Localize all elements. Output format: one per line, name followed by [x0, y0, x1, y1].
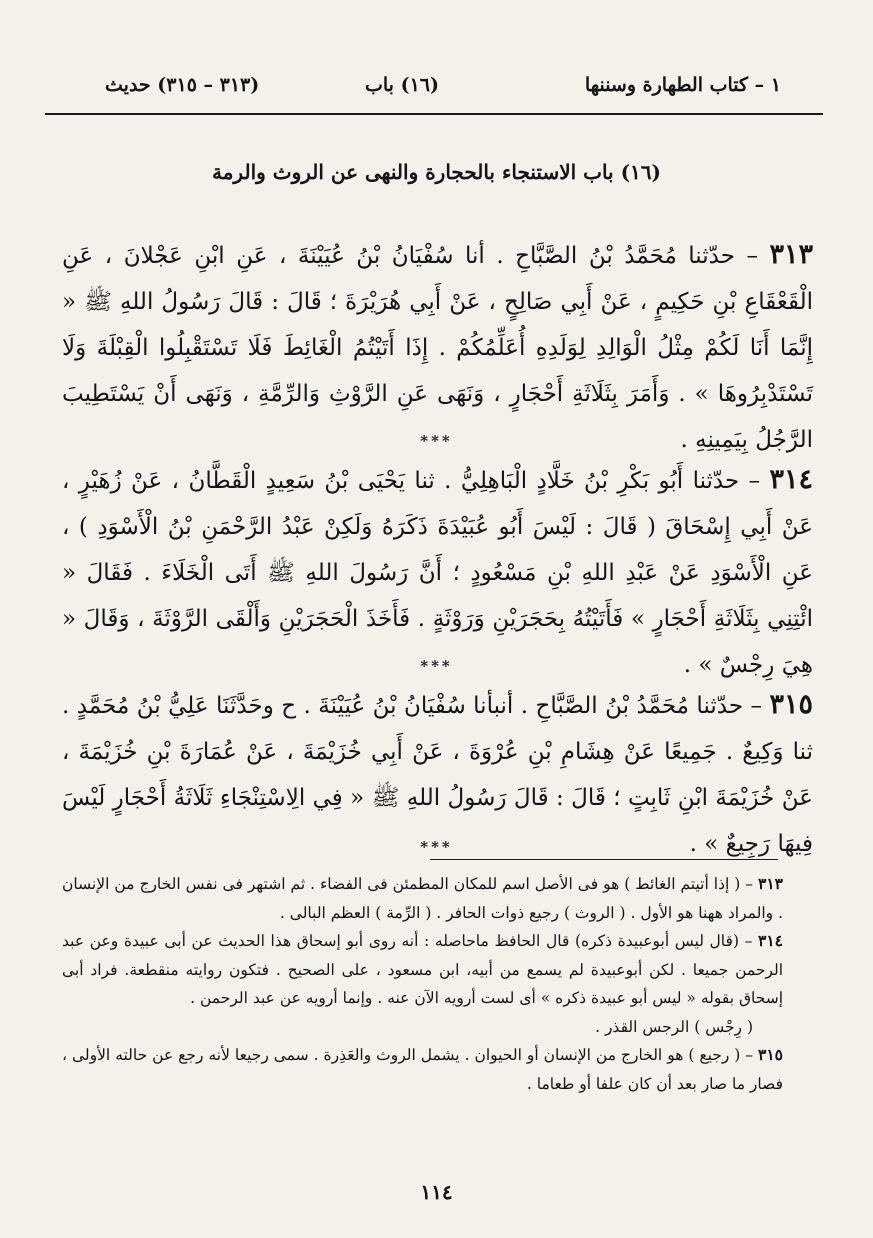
- footnote-text: ( رِجْس ) الرجس القذر .: [595, 1017, 753, 1036]
- footnote-number: ٣١٤: [758, 931, 783, 950]
- page-number: ١١٤: [420, 1180, 453, 1204]
- hadith-314: [62, 457, 813, 688]
- header-book-title: ١ – كتاب الطهارة وسننها: [584, 74, 781, 96]
- hadith-text: – حدّثنا مُحَمَّدُ بْنُ الصَّبَّاحِ . أنبأنا سُفْيَانُ بْنُ عُيَيْنَةَ . ح وحَدَّثَنَا عَلِيُّ بْنُ مُحَمَّدٍ . ثنا وَكِيعٌ . جَمِيعًا عَنْ هِشَامِ بْنِ عُرْوَةَ ، عَنْ أَبِي خُزَيْمَةَ ، عَنْ عُمَارَةَ بْنِ خُزَيْمَةَ ، عَنْ خُزَيْمَةَ ابْنِ ثَابِتٍ ؛ قَالَ : قَالَ رَسُولُ اللهِ ﷺ « فِي الِاسْتِنْجَاءِ ثَلَاثَةُ أَحْجَارٍ لَيْسَ فِيهَا رَجِيعٌ » .: [62, 693, 813, 857]
- header-hadith-range: (٣١٣ – ٣١٥) حديث: [105, 74, 260, 96]
- footnotes: [62, 870, 783, 1098]
- footnote-314: [62, 927, 783, 1013]
- footnote-313: [62, 870, 783, 927]
- hadith-number: ٣١٥: [769, 689, 813, 720]
- footnote-315: [62, 1041, 783, 1098]
- footnote-number: ٣١٥: [758, 1045, 783, 1064]
- footnote-text: – ( رجيع ) هو الخارج من الإنسان أو الحيوان . يشمل الروث والعَذِرة . سمى رجيعا لأنه رجع عن حالته الأولى ، فصار ما صار بعد أن كان علفا أو طعاما .: [62, 1046, 783, 1093]
- separator-stars: ***: [420, 838, 453, 856]
- hadith-text: – حدّثنا مُحَمَّدُ بْنُ الصَّبَّاحِ . أنا سُفْيَانُ بْنُ عُيَيْنَةَ ، عَنِ ابْنِ عَجْلانَ ، عَنِ الْقَعْقَاعِ بْنِ حَكِيمٍ ، عَنْ أَبِي صَالِحٍ ، عَنْ أَبِي هُرَيْرَةَ ؛ قَالَ : قَالَ رَسُولُ اللهِ ﷺ « إِنَّمَا أَنَا لَكُمْ مِثْلُ الْوَالِدِ لِوَلَدِهِ أُعَلِّمُكُمْ . إِذَا أَتَيْتُمُ الْغَائِطَ فَلَا تَسْتَقْبِلُوا الْقِبْلَةَ وَلَا تَسْتَدْبِرُوهَا » . وَأَمَرَ بِثَلَاثَةِ أَحْجَارٍ ، وَنَهَى عَنِ الرَّوْثِ وَالرِّمَّةِ ، وَنَهَى أَنْ يَسْتَطِيبَ الرَّجُلُ بِيَمِينِهِ .: [62, 243, 813, 453]
- chapter-title: (١٦) باب الاستنجاء بالحجارة والنهى عن الروث والرمة: [212, 160, 661, 184]
- hadith-number: ٣١٤: [769, 464, 813, 495]
- running-header: [105, 70, 781, 106]
- footnote-text: – (قال ليس أبوعبيدة ذكره) قال الحافظ ماحاصله : أنه روى أبو إسحاق هذا الحديث عن أبى عبيدة وعن عبد الرحمن جميعا . لكن أبوعبيدة لم يسمع من أبيه، ابن مسعود ، على الصحيح . فتكون روايته منقطعة. فراد أبى إسحاق بقوله « ليس أبو عبيدة ذكره » أى لست أرويه الآن عنه . وإنما أرويه عن عبد الرحمن .: [62, 932, 783, 1007]
- footnote-rule: [430, 859, 778, 860]
- hadith-text: – حدّثنا أَبُو بَكْرِ بْنُ خَلَّادٍ الْبَاهِلِيُّ . ثنا يَحْيَى بْنُ سَعِيدٍ الْقَطَّانُ ، عَنْ زُهَيْرٍ ، عَنْ أَبِي إِسْحَاقَ ( قَالَ : لَيْسَ أَبُو عُبَيْدَةَ ذَكَرَهُ وَلَكِنْ عَبْدُ الرَّحْمَنِ بْنُ الْأَسْوَدِ ) ، عَنِ الْأَسْوَدِ عَنْ عَبْدِ اللهِ بْنِ مَسْعُودٍ ؛ أَنَّ رَسُولَ اللهِ ﷺ أَتَى الْخَلَاءَ . فَقَالَ « ائْتِنِي بِثَلَاثَةِ أَحْجَارٍ » فَأَتَيْتُهُ بِحَجَرَيْنِ وَرَوْثَةٍ . فَأَخَذَ الْحَجَرَيْنِ وَأَلْقَى الرَّوْثَةَ ، وَقَالَ « هِيَ رِجْسٌ » .: [62, 468, 813, 678]
- hadith-number: ٣١٣: [769, 239, 814, 270]
- footnote-text: – ( إذا أتيتم الغائط ) هو فى الأصل اسم للمكان المطمئن فى الفضاء . ثم اشتهر فى نفس الخارج من الإنسان . والمراد ههنا هو الأول . ( الروث ) رجيع ذوات الحافر . ( الرِّمة ) العظم البالى .: [62, 875, 783, 922]
- separator-stars: ***: [420, 432, 453, 450]
- hadith-313: [62, 232, 813, 463]
- footnote-number: ٣١٣: [758, 874, 783, 893]
- separator-stars: ***: [420, 657, 453, 675]
- header-chapter-number: (١٦) باب: [365, 74, 439, 96]
- header-rule: [45, 113, 823, 115]
- footnote-314-rijs: [62, 1013, 783, 1042]
